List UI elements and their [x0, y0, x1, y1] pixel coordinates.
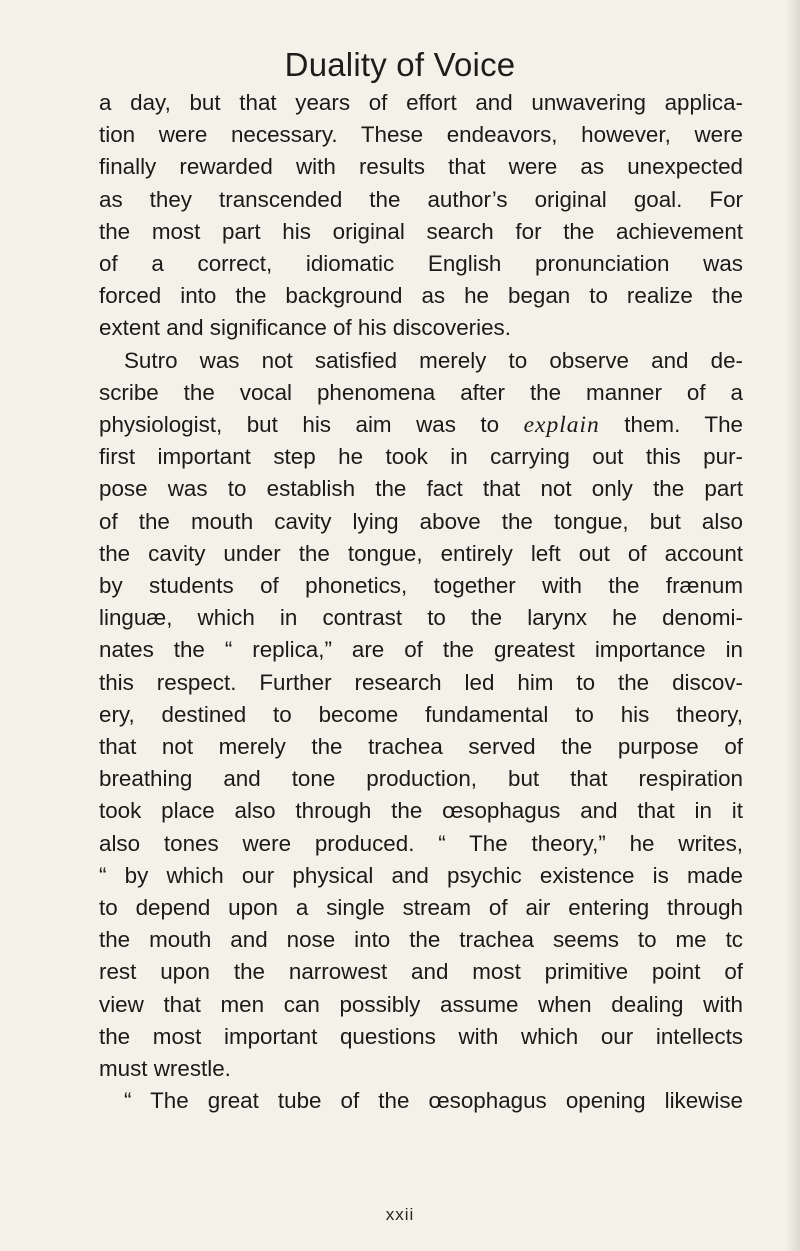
text-line: breathing and tone production, but that respiration — [99, 766, 743, 792]
text-line-with-emphasis — [99, 409, 743, 441]
text-line: forced into the background as he began to realize the — [99, 283, 743, 309]
text-line: “ The great tube of the œsophagus opening likewise — [124, 1088, 743, 1114]
text-line: the mouth and nose into the trachea seems to me tc — [99, 927, 743, 953]
text-line: finally rewarded with results that were as unexpected — [99, 154, 743, 180]
text-line: the cavity under the tongue, entirely left out of account — [99, 540, 743, 566]
text-line: that not merely the trachea served the purpose of — [99, 734, 743, 760]
text-line: view that men can possibly assume when dealing with — [99, 991, 743, 1017]
text-line: Sutro was not satisfied merely to observe and de- — [124, 347, 743, 373]
text-line: of a correct, idiomatic English pronunciation was — [99, 251, 743, 277]
text-line: extent and significance of his discoveries. — [99, 315, 511, 341]
text-line: by students of phonetics, together with the frænum — [99, 573, 743, 599]
running-head-title: Duality of Voice — [284, 46, 516, 83]
text-line-start: physiologist, but his aim was to — [99, 412, 524, 438]
text-line: a day, but that years of effort and unwavering applica- — [99, 90, 743, 115]
text-line: nates the “ replica,” are of the greatest importance in — [99, 637, 743, 663]
text-line: first important step he took in carrying out this pur- — [99, 444, 743, 470]
text-line: linguæ, which in contrast to the larynx he denomi- — [99, 605, 743, 631]
text-line: “ by which our physical and psychic existence is made — [99, 862, 743, 888]
page-number: xxii — [385, 1205, 415, 1224]
text-line: the most part his original search for the achievement — [99, 218, 743, 244]
text-line: tion were necessary. These endeavors, however, were — [99, 122, 743, 148]
text-line: pose was to establish the fact that not only the part — [99, 476, 743, 502]
text-line: must wrestle. — [99, 1056, 231, 1082]
text-line-end: them. The — [599, 412, 744, 438]
text-line: took place also through the œsophagus and that in it — [99, 798, 743, 824]
body-text — [99, 87, 743, 1118]
text-line: the most important questions with which our intellects — [99, 1023, 743, 1049]
text-line: as they transcended the author’s original goal. For — [99, 186, 743, 212]
text-line: rest upon the narrowest and most primitive point of — [99, 959, 743, 985]
text-line: scribe the vocal phenomena after the manner of a — [99, 379, 743, 405]
text-line: also tones were produced. “ The theory,” he writes, — [99, 830, 743, 856]
text-line: this respect. Further research led him to the discov- — [99, 669, 743, 695]
text-line: of the mouth cavity lying above the tongue, but also — [99, 508, 743, 534]
text-line: ery, destined to become fundamental to his theory, — [99, 701, 743, 727]
page-edge-shadow — [786, 0, 800, 1251]
text-line: to depend upon a single stream of air entering through — [99, 895, 743, 921]
emphasized-word: explain — [523, 412, 600, 439]
